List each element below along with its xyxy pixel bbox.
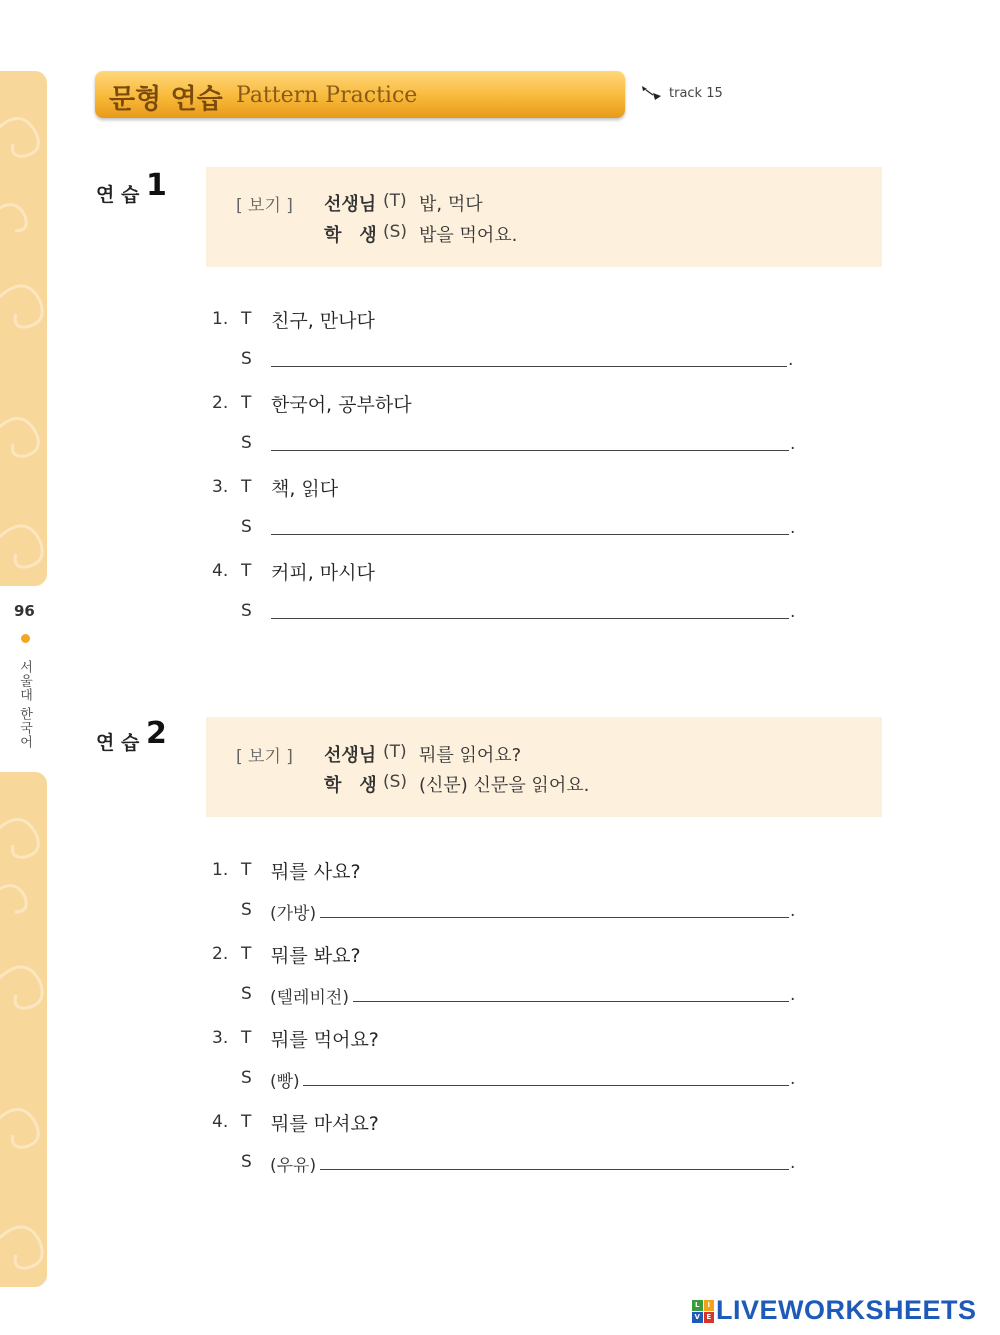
student-label: S (241, 1068, 252, 1088)
answer-blank[interactable] (320, 1169, 789, 1170)
audio-track-icon[interactable] (640, 84, 664, 104)
example-box-2 (206, 717, 882, 817)
teacher-role: (T) (383, 191, 407, 211)
side-decoration-top (0, 71, 47, 586)
logo-letter: I (704, 1300, 715, 1311)
student-label: S (241, 984, 252, 1004)
section-banner (95, 71, 625, 118)
student-label: S (241, 433, 252, 453)
answer-blank[interactable] (353, 1001, 789, 1002)
logo-letter: L (692, 1300, 703, 1311)
answer-hint: (가방) (270, 904, 317, 924)
prompt-text: 책, 읽다 (271, 478, 339, 500)
sentence-period: . (790, 518, 796, 538)
item-number: 3. (212, 477, 229, 497)
item-number: 1. (212, 860, 229, 880)
side-decoration-bottom (0, 772, 47, 1287)
student-role: (S) (383, 772, 408, 792)
prompt-text: 뭐를 봐요? (271, 945, 361, 967)
banner-title-en: Pattern Practice (236, 83, 418, 108)
item-number: 1. (212, 309, 229, 329)
teacher-text: 밥, 먹다 (419, 194, 483, 215)
example-box-1 (206, 167, 882, 267)
sentence-period: . (790, 602, 796, 622)
teacher-role: (T) (383, 742, 407, 762)
answer-blank[interactable] (271, 534, 789, 535)
sentence-period: . (790, 434, 796, 454)
sentence-period: . (790, 901, 796, 921)
answer-blank[interactable] (271, 618, 789, 619)
student-role: (S) (383, 222, 408, 242)
teacher-label: T (241, 1028, 252, 1048)
answer-blank[interactable] (320, 917, 789, 918)
teacher-name: 선생님 (324, 745, 377, 766)
sentence-period: . (790, 1069, 796, 1089)
student-text: 밥을 먹어요. (419, 225, 518, 246)
book-title: 서울대 한국어 (17, 660, 32, 750)
logo-letter: E (704, 1312, 715, 1323)
example-tag: [ 보기 ] (236, 196, 293, 216)
section-1-number: 1 (146, 168, 167, 203)
liveworksheets-logo-icon (692, 1300, 714, 1322)
answer-blank[interactable] (271, 366, 787, 367)
teacher-text: 뭐를 읽어요? (419, 745, 522, 766)
teacher-label: T (241, 477, 252, 497)
section-2-label: 연 습 (96, 732, 140, 754)
answer-blank[interactable] (271, 450, 789, 451)
student-name: 학 생 (324, 775, 377, 796)
student-label: S (241, 900, 252, 920)
teacher-label: T (241, 309, 252, 329)
sentence-period: . (790, 985, 796, 1005)
teacher-name: 선생님 (324, 194, 377, 215)
section-2-number: 2 (146, 716, 167, 751)
sentence-period: . (790, 1153, 796, 1173)
page-number: 96 (14, 602, 35, 620)
sentence-period: . (788, 350, 794, 370)
prompt-text: 뭐를 먹어요? (271, 1029, 379, 1051)
page-dot-marker (21, 634, 30, 643)
item-number: 3. (212, 1028, 229, 1048)
track-label: track 15 (669, 86, 723, 101)
section-1-label: 연 습 (96, 184, 140, 206)
liveworksheets-wordmark: LIVEWORKSHEETS (716, 1295, 977, 1325)
prompt-text: 커피, 마시다 (271, 562, 375, 584)
item-number: 2. (212, 393, 229, 413)
answer-blank[interactable] (303, 1085, 789, 1086)
student-label: S (241, 601, 252, 621)
student-text: (신문) 신문을 읽어요. (419, 775, 590, 796)
prompt-text: 친구, 만나다 (271, 310, 375, 332)
prompt-text: 뭐를 사요? (271, 861, 361, 883)
item-number: 2. (212, 944, 229, 964)
answer-hint: (우유) (270, 1156, 317, 1176)
prompt-text: 한국어, 공부하다 (271, 394, 412, 416)
item-number: 4. (212, 561, 229, 581)
student-label: S (241, 349, 252, 369)
student-name: 학 생 (324, 225, 377, 246)
item-number: 4. (212, 1112, 229, 1132)
teacher-label: T (241, 860, 252, 880)
teacher-label: T (241, 393, 252, 413)
teacher-label: T (241, 944, 252, 964)
example-tag: [ 보기 ] (236, 747, 293, 767)
logo-letter: V (692, 1312, 703, 1323)
prompt-text: 뭐를 마셔요? (271, 1113, 379, 1135)
teacher-label: T (241, 561, 252, 581)
student-label: S (241, 517, 252, 537)
answer-hint: (텔레비전) (270, 988, 349, 1008)
answer-hint: (빵) (270, 1072, 300, 1092)
student-label: S (241, 1152, 252, 1172)
banner-title-ko: 문형 연습 (109, 84, 223, 115)
teacher-label: T (241, 1112, 252, 1132)
